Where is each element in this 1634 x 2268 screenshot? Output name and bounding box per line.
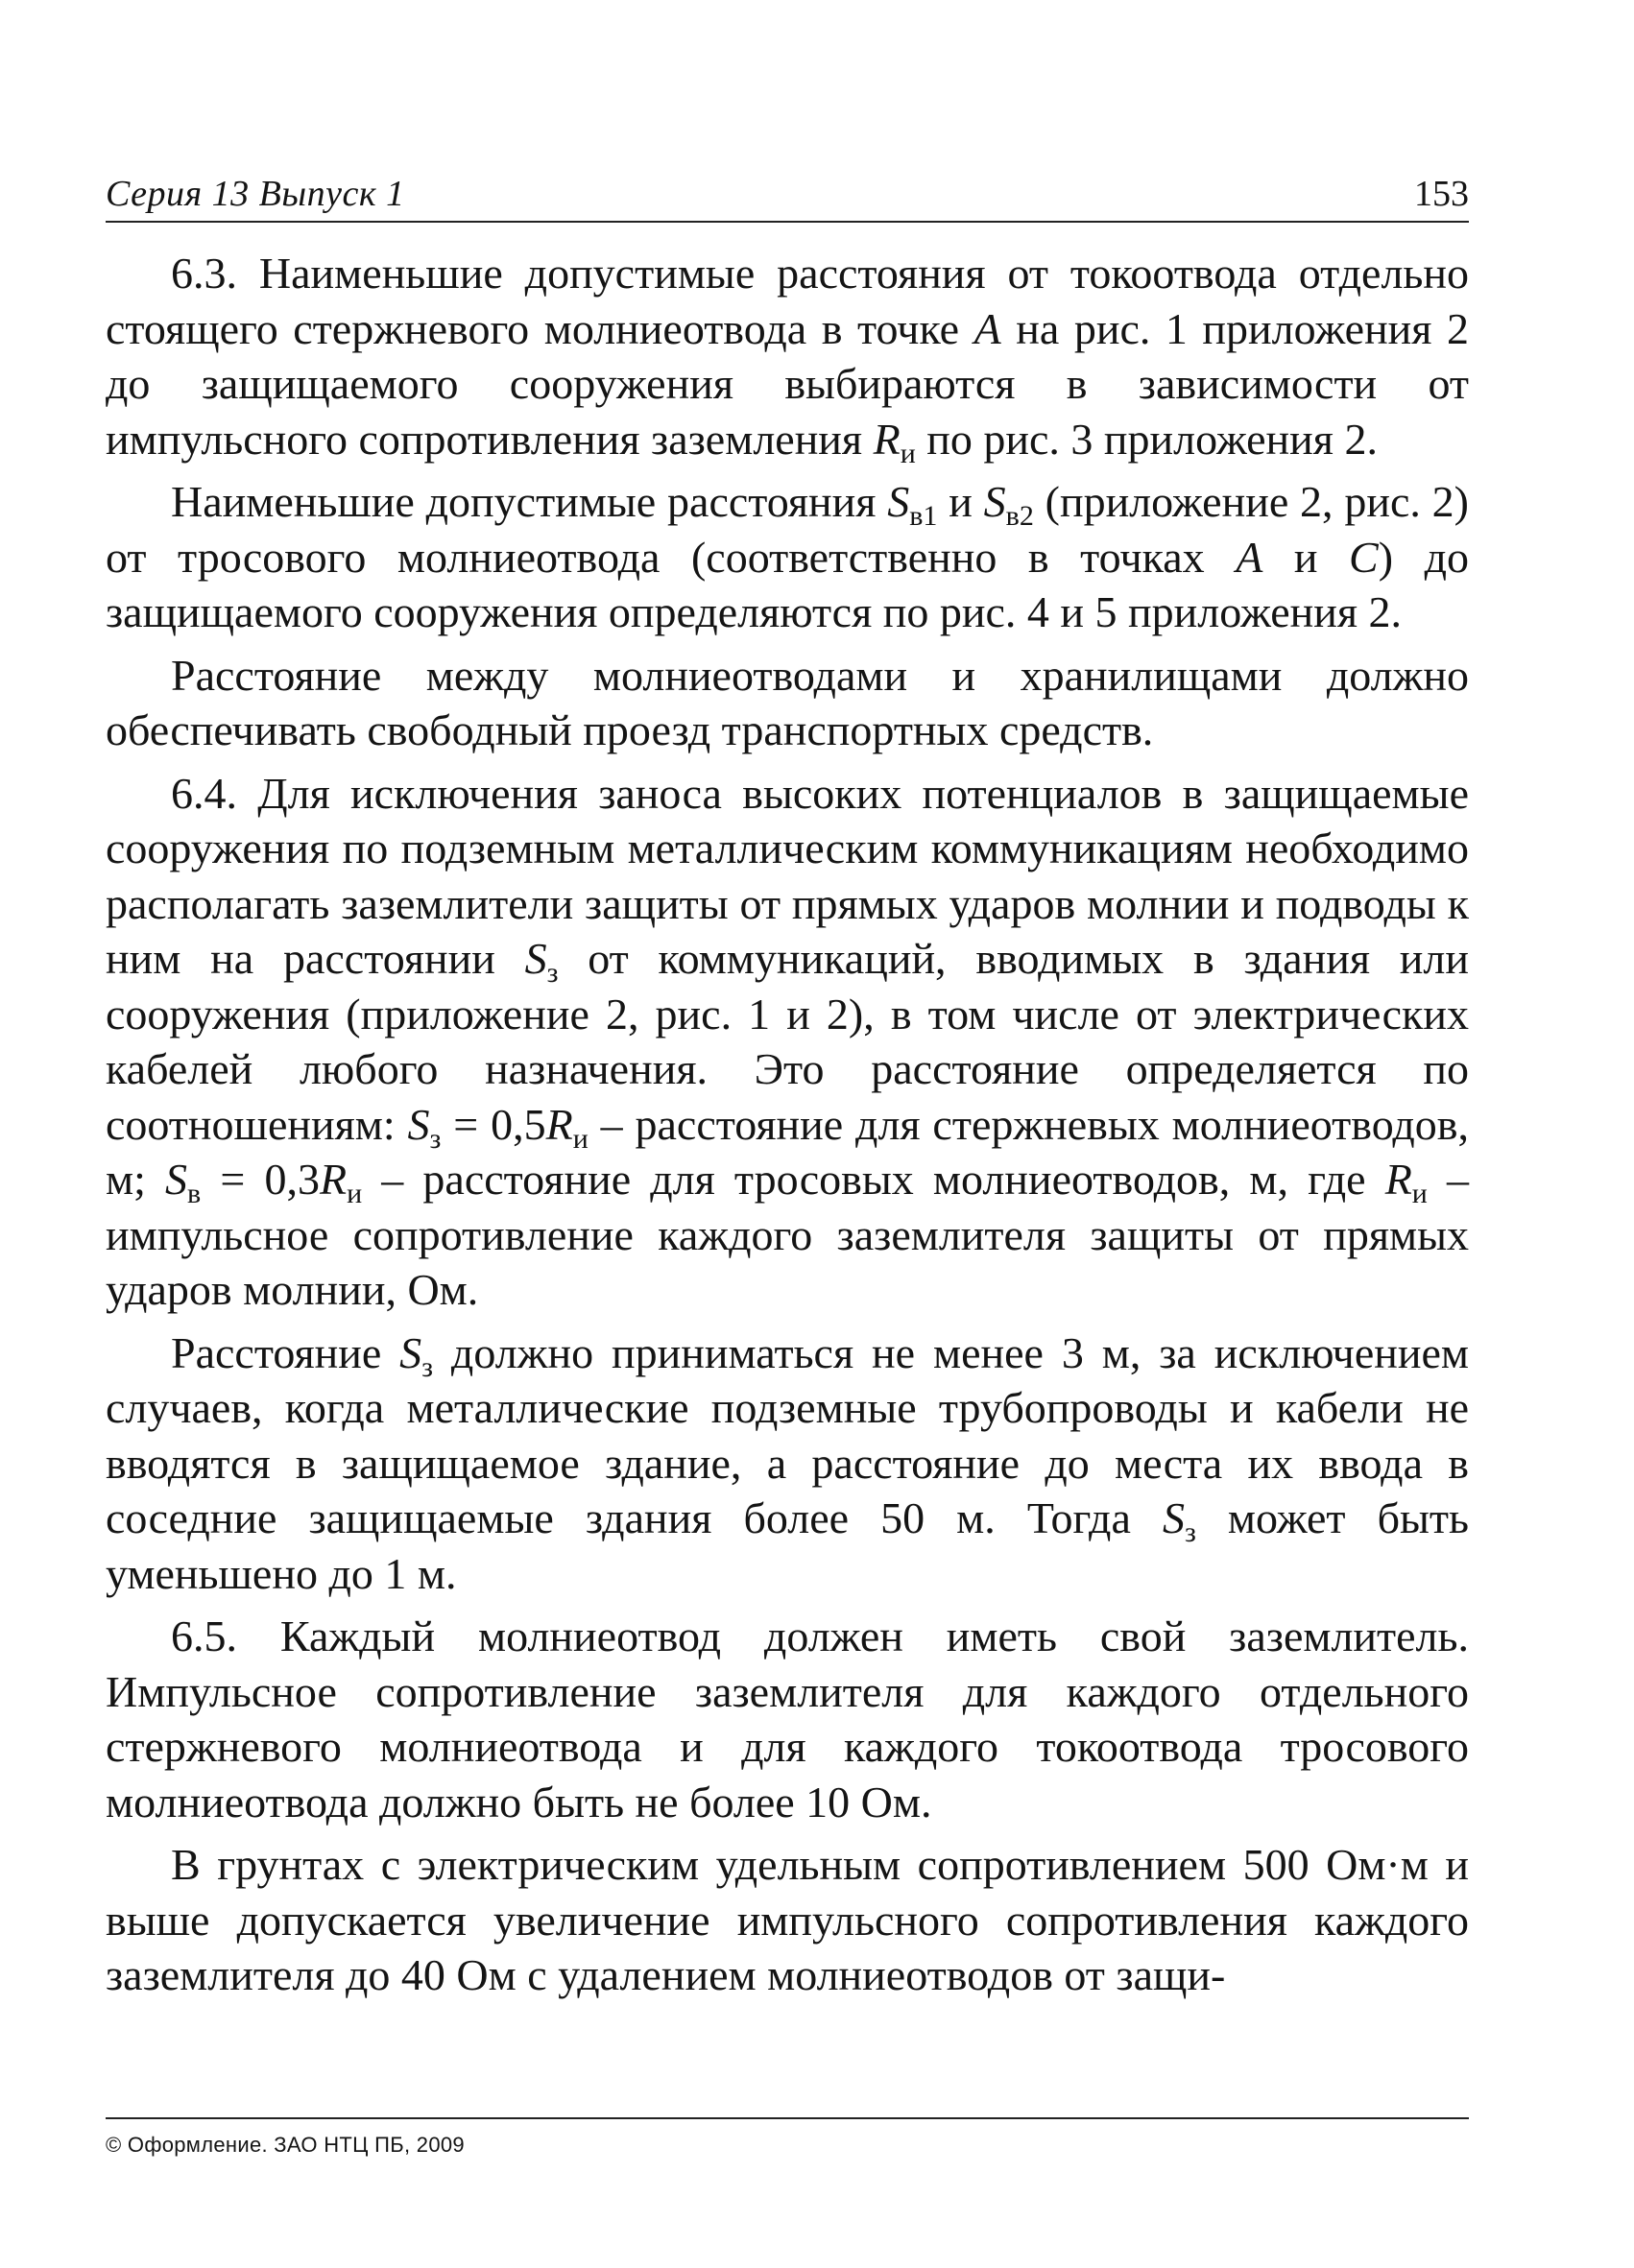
paragraph-min-distances-cable (106, 474, 1469, 640)
paragraph-6-3 (106, 246, 1469, 469)
text-run: по рис. 3 приложения 2. (915, 414, 1378, 464)
text-run: ) до защищаемого сооружения определяются по рис. 4 и 5 приложения 2. (106, 532, 1469, 636)
text-run: – импульсное сопротивление каждого заземлителя защиты от прямых ударов молнии, Ом. (106, 1155, 1470, 1314)
subscript: и (900, 437, 916, 469)
paragraph-6-4 (106, 766, 1469, 1318)
math-symbol: S (1162, 1493, 1185, 1542)
page-header (106, 171, 1469, 223)
math-symbol: S (399, 1327, 422, 1377)
footer-copyright: © Оформление. ЗАО НТЦ ПБ, 2009 (106, 2133, 465, 2157)
subscript: в2 (1005, 500, 1034, 532)
math-symbol: S (983, 477, 1006, 526)
text-run: (приложение 2, рис. 2) от тросового молниеотвода (соответственно в точках (106, 477, 1469, 582)
text-run: и (937, 477, 984, 526)
text-run: на рис. 1 приложения 2 до защищаемого сооружения выбираются в зависимости от импульсного сопротивления заземления (106, 303, 1469, 464)
subscript: з (429, 1122, 442, 1155)
subscript: з (546, 957, 559, 989)
text-run: = 0,5 (441, 1099, 546, 1149)
text-run: 6.4. Для исключения заноса высоких потенциалов в защищаемые сооружения по подземным металлическим коммуникациям необходимо располагать заземлители защиты от прямых ударов молнии и подводы к ним на расстоянии (106, 768, 1469, 983)
text-run: должно приниматься не менее 3 м, за исключением случаев, когда металлические подземные трубопроводы и кабели не вводятся в защищаемое здание, а расстояние до места их ввода в соседние защищаемые здания более 50 м. Тогда (106, 1327, 1469, 1542)
math-symbol: S (887, 477, 910, 526)
text-run: 6.3. Наименьшие допустимые расстояния от токоотвода отдельно стоящего стержневого молниеотвода в точке (106, 249, 1469, 353)
paragraph-high-resistivity-soil (106, 1837, 1469, 2003)
math-symbol: C (1349, 532, 1379, 582)
math-symbol: S (165, 1155, 188, 1204)
text-run: Расстояние между молниеотводами и хранилищами должно обеспечивать свободный проезд транспортных средств. (106, 650, 1469, 754)
math-symbol: A (973, 303, 1001, 353)
text-run: и (1262, 532, 1350, 582)
math-symbol: R (319, 1155, 348, 1204)
subscript: и (347, 1178, 363, 1209)
math-symbol: S (524, 934, 547, 983)
math-symbol: S (407, 1099, 430, 1149)
text-run: – расстояние для стержневых молниеотводов, м; (106, 1099, 1469, 1204)
subscript: и (1411, 1178, 1428, 1209)
text-run: = 0,3 (201, 1155, 320, 1204)
paragraph-distance-s3 (106, 1325, 1469, 1602)
paragraph-distance-storage (106, 648, 1469, 758)
math-symbol: A (1236, 532, 1263, 582)
subscript: и (572, 1122, 589, 1155)
text-run: от коммуникаций, вводимых в здания или сооружения (приложение 2, рис. 1 и 2), в том числе от электрических кабелей любого назначения. Это расстояние определяется по соотношениям: (106, 934, 1469, 1149)
text-run: – расстояние для тросовых молниеотводов, м, где (362, 1155, 1385, 1204)
subscript: в1 (909, 500, 938, 532)
text-run: может быть уменьшено до 1 м. (106, 1493, 1469, 1598)
math-symbol: R (873, 414, 901, 464)
page-number: 153 (1414, 174, 1469, 214)
paragraph-6-5 (106, 1609, 1469, 1829)
subscript: в (187, 1178, 202, 1209)
subscript: з (421, 1350, 434, 1383)
math-symbol: R (1384, 1155, 1412, 1204)
text-run: Расстояние (171, 1327, 400, 1377)
text-run: В грунтах с электрическим удельным сопротивлением 500 Ом·м и выше допускается увеличение импульсного сопротивления каждого заземлителя до 40 Ом с удалением молниеотводов от защи- (106, 1840, 1469, 1999)
body-text (106, 246, 1469, 2003)
text-run: Наименьшие допустимые расстояния (171, 477, 888, 526)
subscript: з (1184, 1516, 1196, 1548)
math-symbol: R (545, 1099, 573, 1149)
text-run: 6.5. Каждый молниеотвод должен иметь свой заземлитель. Импульсное сопротивление заземлителя для каждого отдельного стержневого молниеотвода и для каждого токоотвода тросового молниеотвода должно быть не более 10 Ом. (106, 1611, 1469, 1826)
running-head: Серия 13 Выпуск 1 (106, 174, 405, 214)
footer-divider (106, 2117, 1469, 2119)
